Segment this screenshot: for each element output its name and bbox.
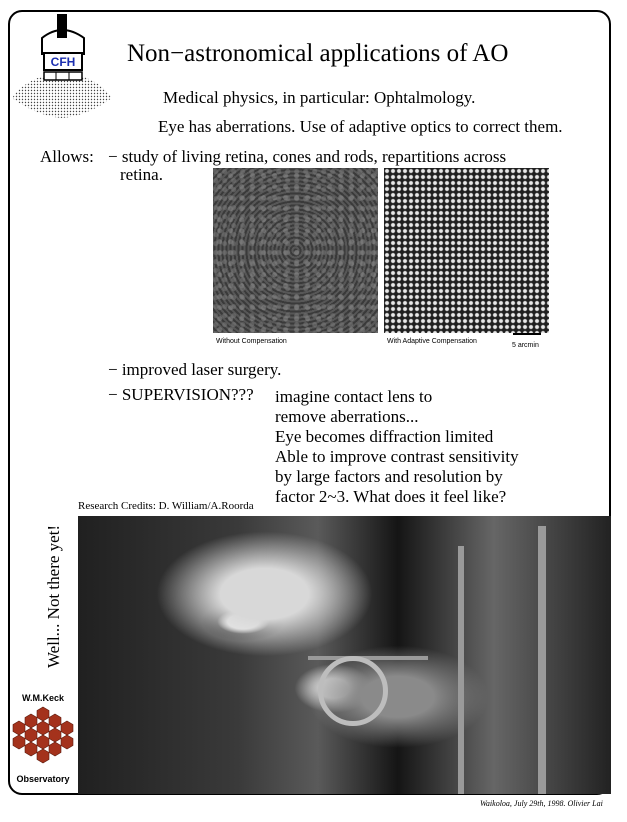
bullet-retina-study: − study of living retina, cones and rods, repartitions across (108, 147, 507, 166)
scale-bar (513, 333, 541, 335)
cfh-logo-text: CFH (50, 55, 76, 69)
caption-with-adaptive-compensation: With Adaptive Compensation (387, 338, 477, 345)
not-there-yet-caption: Well... Not there yet! (44, 524, 63, 668)
photo-post (538, 526, 546, 794)
retina-image-without-compensation (213, 168, 378, 333)
supervision-explanation (275, 387, 519, 507)
explanation-line: remove aberrations... (275, 407, 419, 426)
retina-image-with-adaptive-compensation (384, 168, 549, 333)
research-credits: Research Credits: D. William/A.Roorda (78, 500, 254, 512)
cfh-logo (12, 14, 112, 122)
allows-label: Allows: (40, 147, 94, 166)
explanation-line: imagine contact lens to (275, 387, 433, 406)
eye-aberrations-line: Eye has aberrations. Use of adaptive optics to correct them. (158, 117, 563, 136)
lab-photo (78, 516, 611, 794)
explanation-line: by large factors and resolution by (275, 467, 503, 486)
bullet-supervision: − SUPERVISION??? (108, 385, 254, 404)
explanation-line: factor 2~3. What does it feel like? (275, 487, 507, 506)
footer: Waikoloa, July 29th, 1998. Olivier Lai (480, 799, 603, 808)
keck-logo (12, 693, 74, 793)
caption-without-compensation: Without Compensation (216, 338, 287, 345)
explanation-line: Eye becomes diffraction limited (275, 427, 494, 446)
bullet-laser-surgery: − improved laser surgery. (108, 360, 282, 379)
keck-logo-bottom-text: Observatory (16, 774, 70, 784)
explanation-line: Able to improve contrast sensitivity (275, 447, 519, 466)
medical-physics-line: Medical physics, in particular: Ophtalmology. (163, 88, 476, 107)
keck-logo-top-text: W.M.Keck (21, 693, 64, 703)
photo-ring-mount (318, 656, 388, 726)
page-title: Non−astronomical applications of AO (127, 40, 509, 67)
bullet-retina-study-cont: retina. (120, 165, 163, 184)
photo-post (458, 546, 464, 794)
scale-label: 5 arcmin (512, 342, 539, 349)
keck-mirror-icon (12, 703, 74, 769)
